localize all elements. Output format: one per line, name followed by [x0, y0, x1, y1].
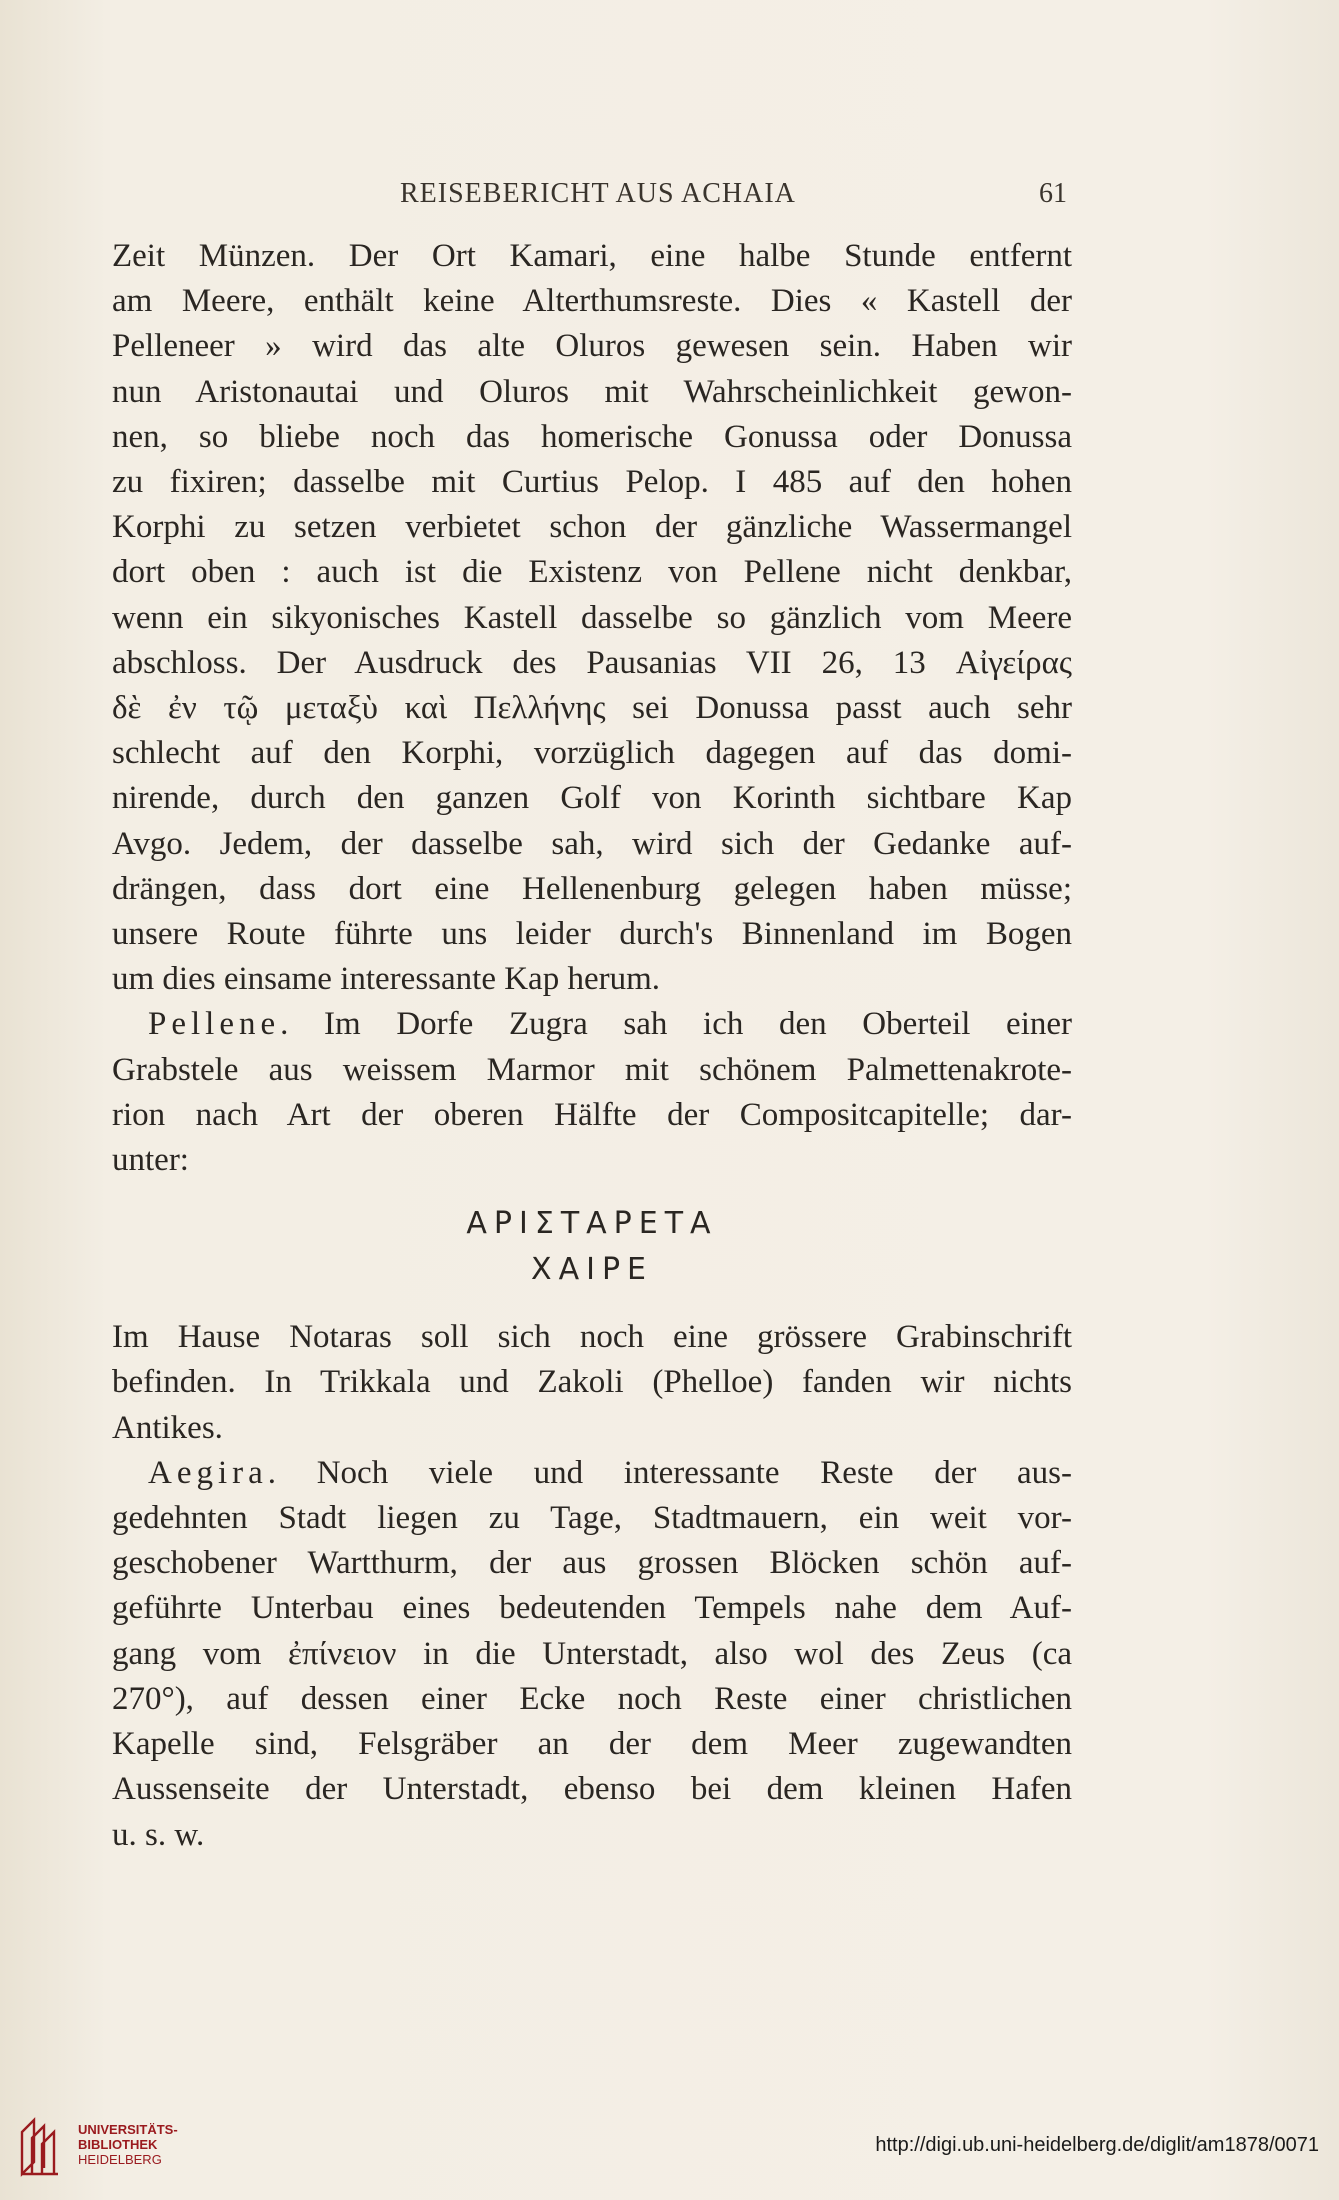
logo-text-line: UNIVERSITÄTS-: [78, 2122, 178, 2137]
text-line: Pelleneer » wird das alte Oluros gewesen sein. Haben wir: [112, 328, 1072, 365]
text-line: Avgo. Jedem, der dasselbe sah, wird sich der Gedanke auf-: [112, 825, 1072, 862]
body-text: [112, 234, 1072, 1858]
text-line: unter:: [112, 1142, 189, 1179]
text-line: Korphi zu setzen verbietet schon der gänzliche Wassermangel: [112, 509, 1072, 546]
text-line: geschobener Wartthurm, der aus grossen Blöcken schön auf-: [112, 1545, 1072, 1582]
text-line: Antikes.: [112, 1409, 223, 1446]
logo-text-line: HEIDELBERG: [78, 2152, 162, 2167]
text-line: Zeit Münzen. Der Ort Kamari, eine halbe Stunde entfernt: [112, 238, 1072, 274]
text-line: um dies einsame interessante Kap herum.: [112, 961, 660, 998]
text-line: gang vom ἐπίνειον in die Unterstadt, also wol des Zeus (ca: [112, 1635, 1072, 1672]
text-line: unsere Route führte uns leider durch's Binnenland im Bogen: [112, 916, 1072, 953]
inscription-line: ΧΑΙΡΕ: [531, 1252, 653, 1288]
text-line: nun Aristonautai und Oluros mit Wahrscheinlichkeit gewon-: [112, 373, 1072, 410]
page-number: 61: [1039, 178, 1067, 209]
text-line: u. s. w.: [112, 1816, 205, 1853]
text-fragment: . Noch viele und interessante Reste der aus-: [267, 1454, 1072, 1491]
text-line: rion nach Art der oberen Hälfte der Compositcapitelle; dar-: [112, 1096, 1072, 1133]
library-logo: [18, 2112, 218, 2182]
aegira-heading: Aegira: [148, 1454, 268, 1491]
text-line: am Meere, enthält keine Alterthumsreste. Dies « Kastell der: [112, 283, 1072, 320]
text-line: geführte Unterbau eines bedeutenden Tempels nahe dem Auf-: [112, 1590, 1072, 1627]
library-emblem-icon: [18, 2112, 72, 2178]
text-line: δὲ ἐν τῷ μεταξὺ καὶ Πελλήνης sei Donussa passt auch sehr: [112, 690, 1072, 727]
inscription-line: ΑΡΙΣΤΑΡΕΤΑ: [466, 1206, 718, 1242]
text-line: zu fixiren; dasselbe mit Curtius Pelop. I 485 auf den hohen: [112, 464, 1072, 501]
pellene-heading: Pellene: [148, 1006, 281, 1043]
source-url[interactable]: http://digi.ub.uni-heidelberg.de/diglit/am1878/0071: [875, 2134, 1319, 2156]
text-line: nen, so bliebe noch das homerische Gonussa oder Donussa: [112, 418, 1072, 455]
text-line: gedehnten Stadt liegen zu Tage, Stadtmauern, ein weit vor-: [112, 1500, 1072, 1537]
text-line: nirende, durch den ganzen Golf von Korinth sichtbare Kap: [112, 780, 1072, 817]
aegira-paragraph-first-line: [112, 1451, 1072, 1496]
text-line: abschloss. Der Ausdruck des Pausanias VII 26, 13 Αἰγείρας: [112, 644, 1072, 681]
text-line: Kapelle sind, Felsgräber an der dem Meer zugewandten: [112, 1726, 1072, 1763]
text-line: dort oben : auch ist die Existenz von Pellene nicht denkbar,: [112, 554, 1072, 591]
text-line: wenn ein sikyonisches Kastell dasselbe so gänzlich vom Meere: [112, 599, 1072, 636]
text-line: befinden. In Trikkala und Zakoli (Phelloe) fanden wir nichts: [112, 1364, 1072, 1401]
text-line: schlecht auf den Korphi, vorzüglich dagegen auf das domi-: [112, 735, 1072, 772]
pellene-paragraph-first-line: [112, 1002, 1072, 1047]
running-head: REISEBERICHT AUS ACHAIA: [400, 178, 796, 209]
text-line: Aussenseite der Unterstadt, ebenso bei dem kleinen Hafen: [112, 1771, 1072, 1808]
text-line: drängen, dass dort eine Hellenenburg gelegen haben müsse;: [112, 870, 1072, 907]
text-line: Im Hause Notaras soll sich noch eine grössere Grabinschrift: [112, 1319, 1072, 1356]
text-fragment: . Im Dorfe Zugra sah ich den Oberteil einer: [280, 1006, 1072, 1043]
text-line: Grabstele aus weissem Marmor mit schönem Palmettenakrote-: [112, 1051, 1072, 1088]
text-line: 270°), auf dessen einer Ecke noch Reste einer christlichen: [112, 1680, 1072, 1717]
logo-text-line: BIBLIOTHEK: [78, 2137, 158, 2152]
